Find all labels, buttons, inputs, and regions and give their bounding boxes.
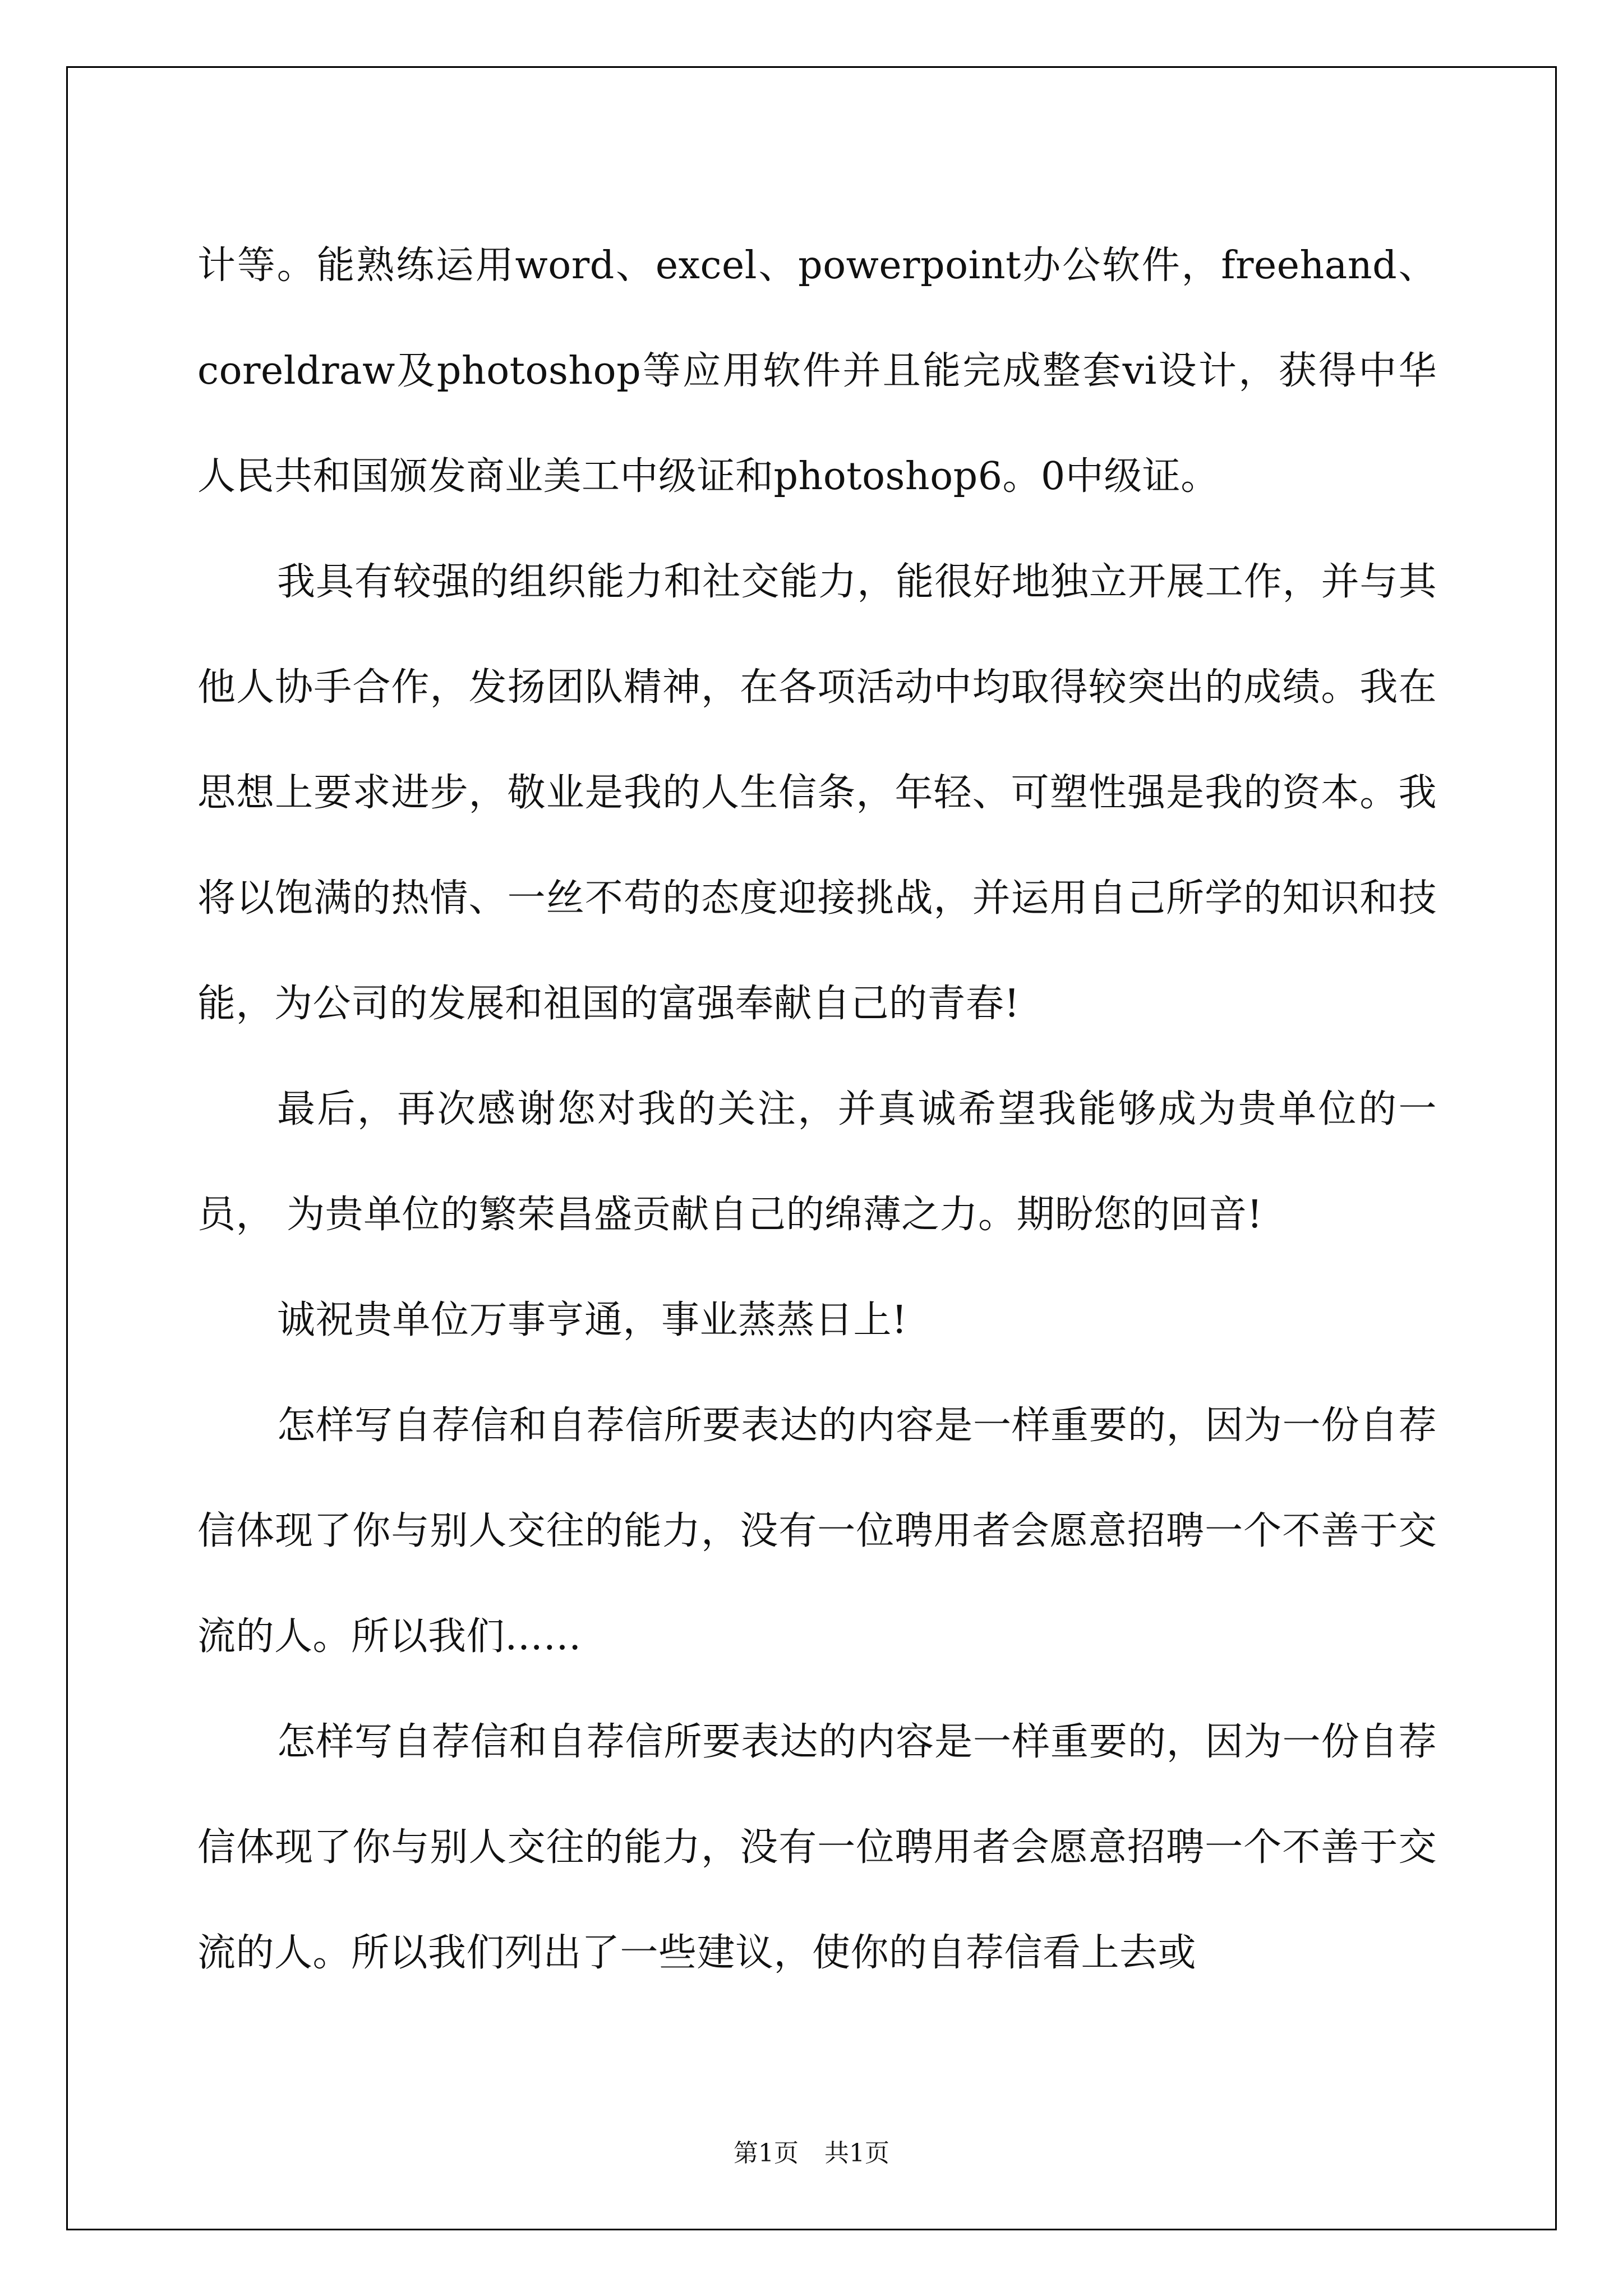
page-footer: [0, 2133, 1623, 2169]
paragraph-wishes: 诚祝贵单位万事亨通，事业蒸蒸日上!: [277, 1298, 907, 1342]
paragraph-intro-excerpt: 怎样写自荐信和自荐信所要表达的内容是一样重要的，因为一份自荐信体现了你与别人交往的能力，没有一位聘用者会愿意招聘一个不善于交流的人。所以我们……: [197, 1404, 1437, 1659]
paragraph-intro-full: 怎样写自荐信和自荐信所要表达的内容是一样重要的，因为一份自荐信体现了你与别人交往的能力，没有一位聘用者会愿意招聘一个不善于交流的人。所以我们列出了一些建议，使你的自荐信看上去或: [197, 1720, 1437, 1975]
paragraph-abilities: 我具有较强的组织能力和社交能力，能很好地独立开展工作，并与其他人协手合作，发扬团队精神，在各项活动中均取得较突出的成绩。我在思想上要求进步，敬业是我的人生信条，年轻、可塑性强是我的资本。我将以饱满的热情、一丝不苟的态度迎接挑战，并运用自己所学的知识和技能，为公司的发展和祖国的富强奉献自己的青春!: [197, 560, 1437, 1026]
page-number-current: 第1页: [734, 2139, 799, 2168]
paragraph-skills: 计等。能熟练运用word、excel、powerpoint办公软件，freehand、coreldraw及photoshop等应用软件并且能完成整套vi设计，获得中华人民共和国颁发商业美工中级证和photoshop6。0中级证。: [197, 243, 1437, 499]
paragraph-closing: 最后，再次感谢您对我的关注，并真诚希望我能够成为贵单位的一员， 为贵单位的繁荣昌盛贡献自己的绵薄之力。期盼您的回音!: [197, 1087, 1437, 1237]
document-body: [197, 213, 1437, 2006]
page-number-total: 共1页: [824, 2139, 889, 2168]
